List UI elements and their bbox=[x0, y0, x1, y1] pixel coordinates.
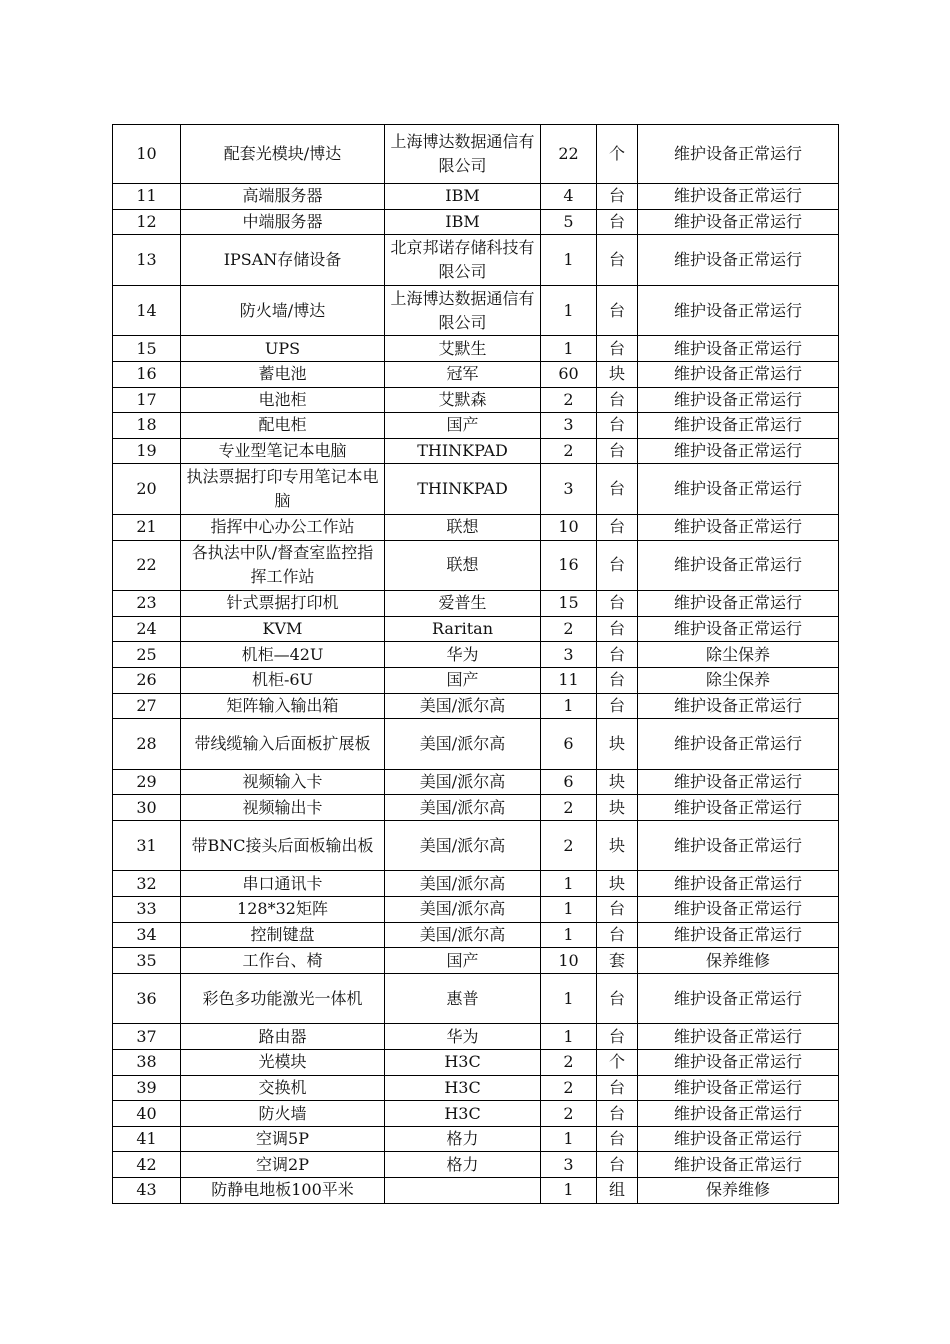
cell-number: 25 bbox=[113, 642, 181, 668]
cell-remark: 维护设备正常运行 bbox=[638, 184, 839, 210]
cell-manufacturer: THINKPAD bbox=[385, 464, 541, 515]
cell-quantity: 1 bbox=[541, 1024, 597, 1050]
cell-quantity: 2 bbox=[541, 820, 597, 871]
cell-manufacturer: 艾默生 bbox=[385, 336, 541, 362]
cell-quantity: 3 bbox=[541, 464, 597, 515]
cell-unit: 台 bbox=[597, 1126, 638, 1152]
table-row bbox=[113, 1050, 839, 1076]
cell-manufacturer: 国产 bbox=[385, 667, 541, 693]
cell-equipment-name: 控制键盘 bbox=[181, 922, 385, 948]
cell-number: 35 bbox=[113, 948, 181, 974]
cell-remark: 维护设备正常运行 bbox=[638, 1152, 839, 1178]
equipment-table bbox=[112, 124, 839, 1204]
cell-remark: 维护设备正常运行 bbox=[638, 285, 839, 336]
cell-unit: 台 bbox=[597, 184, 638, 210]
cell-remark: 维护设备正常运行 bbox=[638, 719, 839, 770]
cell-equipment-name: 专业型笔记本电脑 bbox=[181, 438, 385, 464]
cell-manufacturer: IBM bbox=[385, 184, 541, 210]
cell-quantity: 15 bbox=[541, 591, 597, 617]
cell-number: 40 bbox=[113, 1101, 181, 1127]
cell-remark: 维护设备正常运行 bbox=[638, 897, 839, 923]
table-row bbox=[113, 285, 839, 336]
table-row bbox=[113, 667, 839, 693]
cell-manufacturer: 惠普 bbox=[385, 973, 541, 1024]
cell-remark: 维护设备正常运行 bbox=[638, 438, 839, 464]
cell-unit: 台 bbox=[597, 1075, 638, 1101]
cell-quantity: 1 bbox=[541, 1178, 597, 1204]
cell-manufacturer: 格力 bbox=[385, 1152, 541, 1178]
table-row bbox=[113, 438, 839, 464]
cell-number: 33 bbox=[113, 897, 181, 923]
cell-equipment-name: 电池柜 bbox=[181, 387, 385, 413]
cell-unit: 块 bbox=[597, 769, 638, 795]
cell-quantity: 1 bbox=[541, 693, 597, 719]
table-row bbox=[113, 795, 839, 821]
cell-quantity: 4 bbox=[541, 184, 597, 210]
cell-number: 27 bbox=[113, 693, 181, 719]
cell-quantity: 2 bbox=[541, 387, 597, 413]
cell-quantity: 1 bbox=[541, 336, 597, 362]
cell-quantity: 22 bbox=[541, 125, 597, 184]
cell-manufacturer: 华为 bbox=[385, 642, 541, 668]
cell-quantity: 6 bbox=[541, 769, 597, 795]
cell-remark: 维护设备正常运行 bbox=[638, 591, 839, 617]
cell-remark: 维护设备正常运行 bbox=[638, 616, 839, 642]
cell-quantity: 1 bbox=[541, 897, 597, 923]
cell-number: 22 bbox=[113, 540, 181, 591]
cell-equipment-name: 防火墙 bbox=[181, 1101, 385, 1127]
cell-unit: 台 bbox=[597, 464, 638, 515]
table-row bbox=[113, 361, 839, 387]
cell-quantity: 5 bbox=[541, 209, 597, 235]
table-row bbox=[113, 693, 839, 719]
cell-number: 24 bbox=[113, 616, 181, 642]
table-row bbox=[113, 820, 839, 871]
cell-quantity: 1 bbox=[541, 285, 597, 336]
cell-equipment-name: 各执法中队/督查室监控指挥工作站 bbox=[181, 540, 385, 591]
cell-manufacturer: 格力 bbox=[385, 1126, 541, 1152]
cell-unit: 台 bbox=[597, 973, 638, 1024]
cell-manufacturer: H3C bbox=[385, 1050, 541, 1076]
cell-equipment-name: 工作台、椅 bbox=[181, 948, 385, 974]
cell-quantity: 10 bbox=[541, 514, 597, 540]
cell-remark: 维护设备正常运行 bbox=[638, 1075, 839, 1101]
cell-remark: 维护设备正常运行 bbox=[638, 693, 839, 719]
table-row bbox=[113, 1126, 839, 1152]
cell-remark: 维护设备正常运行 bbox=[638, 1024, 839, 1050]
cell-equipment-name: 配套光模块/博达 bbox=[181, 125, 385, 184]
cell-remark: 维护设备正常运行 bbox=[638, 514, 839, 540]
cell-remark: 维护设备正常运行 bbox=[638, 387, 839, 413]
equipment-table-body bbox=[113, 125, 839, 1204]
cell-equipment-name: 执法票据打印专用笔记本电脑 bbox=[181, 464, 385, 515]
cell-quantity: 2 bbox=[541, 1075, 597, 1101]
cell-number: 30 bbox=[113, 795, 181, 821]
table-row bbox=[113, 387, 839, 413]
cell-manufacturer: 美国/派尔高 bbox=[385, 769, 541, 795]
cell-quantity: 10 bbox=[541, 948, 597, 974]
cell-equipment-name: 视频输入卡 bbox=[181, 769, 385, 795]
cell-unit: 台 bbox=[597, 387, 638, 413]
table-row bbox=[113, 948, 839, 974]
cell-number: 18 bbox=[113, 413, 181, 439]
table-row bbox=[113, 336, 839, 362]
table-row bbox=[113, 1152, 839, 1178]
cell-manufacturer: H3C bbox=[385, 1075, 541, 1101]
cell-equipment-name: 带线缆输入后面板扩展板 bbox=[181, 719, 385, 770]
cell-quantity: 1 bbox=[541, 871, 597, 897]
cell-equipment-name: 交换机 bbox=[181, 1075, 385, 1101]
table-row bbox=[113, 1024, 839, 1050]
cell-remark: 维护设备正常运行 bbox=[638, 361, 839, 387]
cell-number: 19 bbox=[113, 438, 181, 464]
cell-remark: 除尘保养 bbox=[638, 642, 839, 668]
cell-equipment-name: 光模块 bbox=[181, 1050, 385, 1076]
table-row bbox=[113, 871, 839, 897]
cell-quantity: 1 bbox=[541, 922, 597, 948]
cell-unit: 台 bbox=[597, 667, 638, 693]
cell-remark: 维护设备正常运行 bbox=[638, 973, 839, 1024]
cell-unit: 台 bbox=[597, 616, 638, 642]
cell-quantity: 2 bbox=[541, 795, 597, 821]
table-row bbox=[113, 769, 839, 795]
cell-remark: 维护设备正常运行 bbox=[638, 871, 839, 897]
cell-remark: 维护设备正常运行 bbox=[638, 1101, 839, 1127]
cell-remark: 维护设备正常运行 bbox=[638, 922, 839, 948]
cell-remark: 保养维修 bbox=[638, 948, 839, 974]
cell-unit: 台 bbox=[597, 1152, 638, 1178]
cell-remark: 维护设备正常运行 bbox=[638, 235, 839, 286]
cell-equipment-name: 串口通讯卡 bbox=[181, 871, 385, 897]
cell-number: 42 bbox=[113, 1152, 181, 1178]
cell-number: 10 bbox=[113, 125, 181, 184]
cell-equipment-name: 高端服务器 bbox=[181, 184, 385, 210]
cell-quantity: 2 bbox=[541, 1101, 597, 1127]
cell-unit: 台 bbox=[597, 1101, 638, 1127]
cell-equipment-name: 彩色多功能激光一体机 bbox=[181, 973, 385, 1024]
cell-quantity: 3 bbox=[541, 413, 597, 439]
cell-number: 41 bbox=[113, 1126, 181, 1152]
cell-manufacturer: 美国/派尔高 bbox=[385, 719, 541, 770]
cell-quantity: 1 bbox=[541, 973, 597, 1024]
cell-number: 36 bbox=[113, 973, 181, 1024]
table-row bbox=[113, 616, 839, 642]
cell-number: 38 bbox=[113, 1050, 181, 1076]
cell-remark: 维护设备正常运行 bbox=[638, 209, 839, 235]
cell-unit: 个 bbox=[597, 125, 638, 184]
table-row bbox=[113, 922, 839, 948]
cell-remark: 维护设备正常运行 bbox=[638, 1050, 839, 1076]
cell-manufacturer: 北京邦诺存储科技有限公司 bbox=[385, 235, 541, 286]
cell-equipment-name: 防火墙/博达 bbox=[181, 285, 385, 336]
cell-number: 43 bbox=[113, 1178, 181, 1204]
cell-quantity: 2 bbox=[541, 1050, 597, 1076]
cell-manufacturer: THINKPAD bbox=[385, 438, 541, 464]
cell-manufacturer: 联想 bbox=[385, 540, 541, 591]
cell-manufacturer: 华为 bbox=[385, 1024, 541, 1050]
cell-number: 37 bbox=[113, 1024, 181, 1050]
cell-number: 28 bbox=[113, 719, 181, 770]
cell-number: 23 bbox=[113, 591, 181, 617]
cell-number: 32 bbox=[113, 871, 181, 897]
cell-number: 31 bbox=[113, 820, 181, 871]
cell-unit: 块 bbox=[597, 820, 638, 871]
table-row bbox=[113, 413, 839, 439]
cell-number: 14 bbox=[113, 285, 181, 336]
cell-number: 13 bbox=[113, 235, 181, 286]
cell-manufacturer: 美国/派尔高 bbox=[385, 820, 541, 871]
cell-unit: 台 bbox=[597, 642, 638, 668]
cell-unit: 套 bbox=[597, 948, 638, 974]
cell-quantity: 16 bbox=[541, 540, 597, 591]
cell-quantity: 11 bbox=[541, 667, 597, 693]
cell-unit: 组 bbox=[597, 1178, 638, 1204]
cell-unit: 台 bbox=[597, 413, 638, 439]
cell-quantity: 2 bbox=[541, 438, 597, 464]
cell-unit: 台 bbox=[597, 336, 638, 362]
cell-equipment-name: 针式票据打印机 bbox=[181, 591, 385, 617]
cell-quantity: 2 bbox=[541, 616, 597, 642]
cell-remark: 保养维修 bbox=[638, 1178, 839, 1204]
cell-remark: 维护设备正常运行 bbox=[638, 769, 839, 795]
cell-remark: 维护设备正常运行 bbox=[638, 336, 839, 362]
cell-equipment-name: 蓄电池 bbox=[181, 361, 385, 387]
cell-manufacturer: 艾默森 bbox=[385, 387, 541, 413]
cell-unit: 块 bbox=[597, 871, 638, 897]
cell-unit: 台 bbox=[597, 209, 638, 235]
cell-unit: 台 bbox=[597, 540, 638, 591]
cell-unit: 台 bbox=[597, 1024, 638, 1050]
cell-quantity: 6 bbox=[541, 719, 597, 770]
cell-number: 20 bbox=[113, 464, 181, 515]
cell-number: 26 bbox=[113, 667, 181, 693]
cell-number: 11 bbox=[113, 184, 181, 210]
table-row bbox=[113, 642, 839, 668]
table-row bbox=[113, 209, 839, 235]
cell-unit: 台 bbox=[597, 438, 638, 464]
cell-equipment-name: 防静电地板100平米 bbox=[181, 1178, 385, 1204]
cell-manufacturer: H3C bbox=[385, 1101, 541, 1127]
cell-manufacturer: 国产 bbox=[385, 948, 541, 974]
cell-remark: 维护设备正常运行 bbox=[638, 125, 839, 184]
cell-manufacturer: 美国/派尔高 bbox=[385, 922, 541, 948]
cell-remark: 维护设备正常运行 bbox=[638, 540, 839, 591]
cell-manufacturer: 美国/派尔高 bbox=[385, 871, 541, 897]
cell-remark: 维护设备正常运行 bbox=[638, 413, 839, 439]
cell-equipment-name: 配电柜 bbox=[181, 413, 385, 439]
cell-manufacturer: 上海博达数据通信有限公司 bbox=[385, 125, 541, 184]
cell-equipment-name: 机柜-6U bbox=[181, 667, 385, 693]
table-row bbox=[113, 125, 839, 184]
cell-unit: 台 bbox=[597, 591, 638, 617]
cell-equipment-name: 中端服务器 bbox=[181, 209, 385, 235]
table-row bbox=[113, 540, 839, 591]
cell-remark: 除尘保养 bbox=[638, 667, 839, 693]
cell-manufacturer: 联想 bbox=[385, 514, 541, 540]
cell-manufacturer: 国产 bbox=[385, 413, 541, 439]
cell-quantity: 3 bbox=[541, 642, 597, 668]
cell-remark: 维护设备正常运行 bbox=[638, 795, 839, 821]
cell-unit: 台 bbox=[597, 897, 638, 923]
cell-number: 21 bbox=[113, 514, 181, 540]
table-row bbox=[113, 591, 839, 617]
cell-unit: 台 bbox=[597, 235, 638, 286]
cell-number: 12 bbox=[113, 209, 181, 235]
cell-manufacturer: 上海博达数据通信有限公司 bbox=[385, 285, 541, 336]
cell-manufacturer: 美国/派尔高 bbox=[385, 897, 541, 923]
cell-unit: 个 bbox=[597, 1050, 638, 1076]
cell-unit: 块 bbox=[597, 361, 638, 387]
cell-equipment-name: IPSAN存储设备 bbox=[181, 235, 385, 286]
cell-number: 16 bbox=[113, 361, 181, 387]
table-row bbox=[113, 719, 839, 770]
table-row bbox=[113, 1075, 839, 1101]
table-row bbox=[113, 973, 839, 1024]
cell-equipment-name: 矩阵输入输出箱 bbox=[181, 693, 385, 719]
cell-manufacturer: Raritan bbox=[385, 616, 541, 642]
cell-number: 34 bbox=[113, 922, 181, 948]
cell-unit: 台 bbox=[597, 514, 638, 540]
table-row bbox=[113, 464, 839, 515]
cell-equipment-name: 带BNC接头后面板输出板 bbox=[181, 820, 385, 871]
cell-equipment-name: 视频输出卡 bbox=[181, 795, 385, 821]
cell-quantity: 1 bbox=[541, 235, 597, 286]
cell-unit: 块 bbox=[597, 719, 638, 770]
cell-manufacturer: 冠军 bbox=[385, 361, 541, 387]
table-row bbox=[113, 184, 839, 210]
cell-remark: 维护设备正常运行 bbox=[638, 1126, 839, 1152]
table-row bbox=[113, 897, 839, 923]
cell-manufacturer: 美国/派尔高 bbox=[385, 795, 541, 821]
cell-remark: 维护设备正常运行 bbox=[638, 820, 839, 871]
cell-manufacturer bbox=[385, 1178, 541, 1204]
cell-equipment-name: 指挥中心办公工作站 bbox=[181, 514, 385, 540]
cell-equipment-name: 空调5P bbox=[181, 1126, 385, 1152]
cell-equipment-name: 路由器 bbox=[181, 1024, 385, 1050]
cell-number: 15 bbox=[113, 336, 181, 362]
cell-unit: 台 bbox=[597, 922, 638, 948]
cell-manufacturer: 美国/派尔高 bbox=[385, 693, 541, 719]
cell-number: 39 bbox=[113, 1075, 181, 1101]
cell-manufacturer: 爱普生 bbox=[385, 591, 541, 617]
cell-equipment-name: UPS bbox=[181, 336, 385, 362]
cell-number: 29 bbox=[113, 769, 181, 795]
cell-unit: 台 bbox=[597, 285, 638, 336]
cell-manufacturer: IBM bbox=[385, 209, 541, 235]
cell-quantity: 1 bbox=[541, 1126, 597, 1152]
cell-equipment-name: KVM bbox=[181, 616, 385, 642]
cell-equipment-name: 机柜—42U bbox=[181, 642, 385, 668]
table-row bbox=[113, 1101, 839, 1127]
cell-quantity: 3 bbox=[541, 1152, 597, 1178]
cell-equipment-name: 空调2P bbox=[181, 1152, 385, 1178]
cell-remark: 维护设备正常运行 bbox=[638, 464, 839, 515]
cell-quantity: 60 bbox=[541, 361, 597, 387]
table-row bbox=[113, 1178, 839, 1204]
cell-number: 17 bbox=[113, 387, 181, 413]
table-row bbox=[113, 235, 839, 286]
cell-unit: 块 bbox=[597, 795, 638, 821]
cell-equipment-name: 128*32矩阵 bbox=[181, 897, 385, 923]
table-row bbox=[113, 514, 839, 540]
cell-unit: 台 bbox=[597, 693, 638, 719]
